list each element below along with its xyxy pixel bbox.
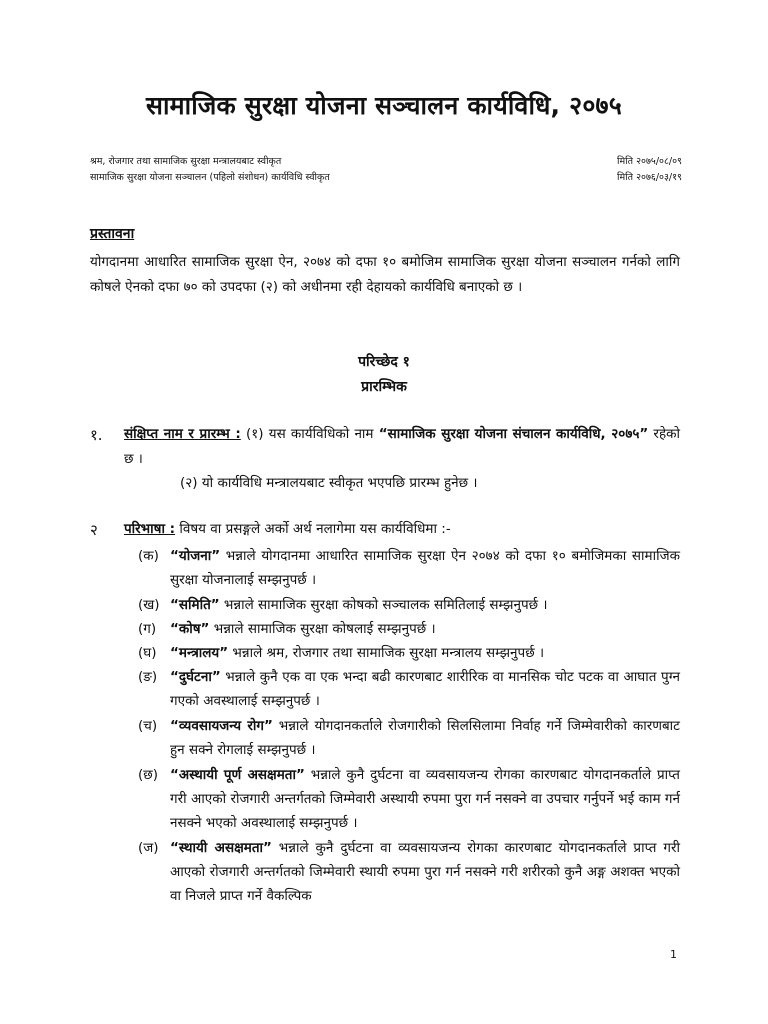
approval-date: मिति २०७५/०८/०९ [617,156,682,167]
preamble-text: योगदानमा आधारित सामाजिक सुरक्षा ऐन, २०७४ को दफा १० बमोजिम सामाजिक सुरक्षा योजना सञ्चालन गर्नको लागि कोषले ऐनको दफा ७० को उपदफा (२) को अधीनमा रही देहायको कार्यविधि बनाएको छ । [90,254,680,295]
item-body [170,665,680,713]
section-heading: परिभाषा : [124,521,176,537]
item-label: (च) [138,718,158,734]
section-clause: (२) यो कार्यविधि मन्त्रालयबाट स्वीकृत भएपछि प्रारम्भ हुनेछ । [180,475,478,491]
page-number: 1 [670,948,677,961]
definition-term: “अस्थायी पूर्ण असक्षमता” [170,767,305,783]
item-body [170,836,680,908]
section-text: रहेको छ । [124,426,680,467]
section-text: विषय वा प्रसङ्गले अर्को अर्थ नलागेमा यस कार्यविधिमा :- [175,521,451,537]
definition-term: “योजना” [170,548,221,564]
item-body [170,763,680,835]
definition-term: “दुर्घटना” [170,669,221,685]
item-body [170,714,680,762]
item-label: (घ) [138,645,157,661]
section-2-intro [124,517,680,542]
definition-text: भन्नाले कुनै दुर्घटना वा व्यवसायजन्य रोगका कारणबाट योगदानकर्ताले प्राप्त गरी आएको रोजगारी अन्तर्गतको जिम्मेवारी अस्थायी रुपमा पुरा गर्न नसक्ने वा उपचार गर्नुपर्ने भई काम गर्न नसक्ने भएको अवस्थालाई सम्झनुपर्छ । [170,767,680,831]
definition-term: “मन्त्रालय” [170,645,229,661]
definition-term: “समिति” [170,597,220,613]
section-1-text [124,422,680,472]
definition-text: भन्नाले श्रम, रोजगार तथा सामाजिक सुरक्षा मन्त्रालय सम्झनुपर्छ । [228,645,545,661]
approval-text: सामाजिक सुरक्षा योजना सञ्चालन (पहिलो संशोधन) कार्यविधि स्वीकृत [90,172,330,183]
definition-term: “कोष” [170,621,210,637]
definition-text: भन्नाले योगदानमा आधारित सामाजिक सुरक्षा ऐन २०७४ को दफा १० बमोजिमका सामाजिक सुरक्षा योजनालाई सम्झनुपर्छ । [170,548,680,588]
approval-metadata [90,154,682,186]
definition-text: भन्नाले कुनै दुर्घटना वा व्यवसायजन्य रोगका कारणबाट योगदानकर्ताले प्राप्त गरी आएको रोजगारी अन्तर्गतको जिम्मेवारी स्थायी रुपमा पुरा गर्न नसक्ने गरी शरीरको कुनै अङ्ग अशक्त भएको वा निजले प्राप्त गर्ने वैकल्पिक [170,840,680,904]
approval-row [90,154,682,170]
item-label: (ग) [138,621,157,637]
item-label: (ख) [138,597,160,613]
definition-text: भन्नाले कुनै एक वा एक भन्दा बढी कारणबाट शारीरिक वा मानसिक चोट पटक वा आघात पुग्न गएको अवस्थालाई सम्झनुपर्छ । [170,669,680,709]
definition-text: भन्नाले योगदानकर्ताले रोजगारीको सिलसिलामा निर्वाह गर्ने जिम्मेवारीको कारणबाट हुन सक्ने रोगलाई सम्झनुपर्छ । [170,718,680,758]
item-body [170,593,680,617]
section-heading: संक्षिप्त नाम र प्रारम्भ : [124,426,241,442]
item-label: (छ) [138,767,158,783]
chapter-number: परिच्छेद १ [358,354,410,370]
chapter-name: प्रारम्भिक [361,379,407,395]
approval-date: मिति २०७६/०३/१९ [617,172,682,183]
approval-row [90,170,682,186]
section-text: (१) यस कार्यविधिको नाम [240,426,379,442]
item-body [170,617,680,641]
item-label: (ङ) [138,669,158,685]
section-number: २ [90,521,98,539]
preamble-heading: प्रस्तावना [90,226,135,242]
definition-term: “स्थायी असक्षमता” [170,840,272,856]
document-title: सामाजिक सुरक्षा योजना सञ्चालन कार्यविधि, २०७५ [146,91,622,120]
definition-term: “व्यवसायजन्य रोग” [170,718,273,734]
definition-text: भन्नाले सामाजिक सुरक्षा कोषको सञ्चालक समितिलाई सम्झनुपर्छ । [219,597,548,613]
item-body [170,544,680,592]
section-number: १. [90,426,103,444]
item-label: (क) [138,548,159,564]
item-label: (ज) [138,840,159,856]
item-body [170,641,680,665]
document-name-quote: “सामाजिक सुरक्षा योजना संचालन कार्यविधि, २०७५” [378,426,649,442]
definition-text: भन्नाले सामाजिक सुरक्षा कोषलाई सम्झनुपर्छ । [209,621,436,637]
approval-text: श्रम, रोजगार तथा सामाजिक सुरक्षा मन्त्रालयबाट स्वीकृत [90,156,282,167]
